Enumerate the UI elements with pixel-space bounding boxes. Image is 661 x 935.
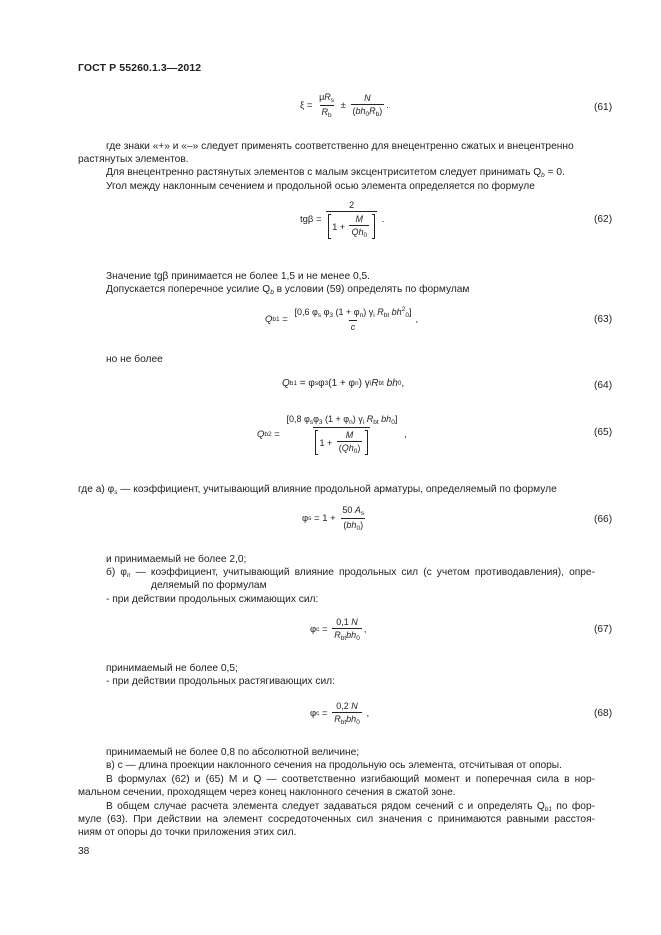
paragraph-tg-limit: Значение tgβ принимается не более 1,5 и не менее 0,5. — [106, 271, 370, 282]
formula-66: φ s = 1 + $\frac{50 A_s}{(bh_0)}$ — [302, 505, 365, 532]
paragraph-compressive: - при действии продольных сжимающих сил: — [106, 594, 319, 605]
formula-67: φ c = $\frac{0,1 N}{R_{bt}bh_0}$ , — [310, 617, 367, 642]
paragraph-signs-line1: где знаки «+» и «–» следует применять соответственно для внецентренно сжатых и внецентренно — [106, 141, 574, 152]
equation-number-65: (65) — [594, 427, 613, 438]
equation-number-67: (67) — [594, 624, 613, 635]
equation-number-63: (63) — [594, 314, 613, 325]
paragraph-max-2: и принимаемый не более 2,0; — [106, 554, 247, 565]
paragraph-tensile-forces: - при действии продольных растягивающих сил: — [106, 676, 335, 687]
paragraph-phi-s: где а) $\varphi_s$ — коэффициент, учитывающий влияние продольной арматуры, определяемый по формуле — [78, 484, 557, 496]
paragraph-phi-n-line1: б) $\varphi_n$ — коэффициент, учитывающий влияние продольных сил (с учетом противодавления), опре- — [106, 567, 595, 579]
paragraph-not-more: но не более — [106, 354, 163, 365]
paragraph-max-08: принимаемый не более 0,8 по абсолютной величине; — [106, 747, 360, 758]
paragraph-shear-force: Допускается поперечное усилие $Q_b$ в условии (59) определять по формулам — [106, 284, 470, 296]
document-header: ГОСТ Р 55260.1.3—2012 — [78, 62, 202, 74]
paragraph-general-line2: муле (63). При действии на элемент сосредоточенных сил значения c принимаются равными расстоя- — [78, 814, 595, 825]
page-number: 38 — [78, 846, 90, 857]
paragraph-max-05: принимаемый не более 0,5; — [106, 663, 238, 674]
equation-number-68: (68) — [594, 708, 613, 719]
paragraph-formulas-line2: мальном сечении, проходящем через конец наклонного сечения в сжатой зоне. — [78, 787, 456, 798]
paragraph-angle: Угол между наклонным сечением и продольной осью элемента определяется по формуле — [106, 181, 535, 192]
formula-61: ξ = $\frac{\mu R_s}{R_b}$ ± $\frac{N}{(bh_0R_b)}$ . — [300, 92, 389, 119]
paragraph-formulas-line1: В формулах (62) и (65) M и Q — соответственно изгибающий момент и поперечная сила в нор- — [106, 774, 595, 785]
formula-65: Q b2 = [0,8 $\varphi_s\varphi_3$ $(1 + \varphi_n)$ $\gamma_i$ $R_{bt}$ $bh_0$] 1 + $\frac{M}{(Qh_0)}$ , — [257, 414, 407, 455]
equation-number-62: (62) — [594, 214, 613, 225]
formula-68: φ c = $\frac{0,2 N}{R_{bt}bh_0}$ , — [310, 701, 370, 726]
paragraph-c-length: в) c — длина проекции наклонного сечения на продольную ось элемента, отсчитывая от опоры. — [106, 760, 562, 771]
paragraph-general-line3: ниям от опоры до точки приложения этих сил. — [78, 827, 297, 838]
formula-63: Q b1 = $\frac{[0,6 \varphi_s \varphi_3 (1 + \varphi_n) \gamma_i R_{bt} bh^2_0]}{c}$ , — [265, 306, 419, 332]
formula-62: tgβ = 2 1 + $\frac{M}{Qh_0}$ . — [300, 200, 385, 239]
paragraph-tensile: Для внецентренно растянутых элементов с малым эксцентриситетом следует принимать $Q_b = 0$. — [106, 167, 565, 179]
paragraph-general-line1: В общем случае расчета элемента следует задаваться рядом сечений c и определять $Q_{b1}$ по фор- — [106, 801, 595, 813]
equation-number-64: (64) — [594, 380, 613, 391]
equation-number-66: (66) — [594, 514, 613, 525]
paragraph-signs-line2: растянутых элементов. — [78, 154, 189, 165]
formula-64: Q b1 = φ s φ 3 (1 + φ n ) γ i R bt bh 0 , — [282, 378, 405, 389]
equation-number-61: (61) — [594, 102, 613, 113]
paragraph-phi-n-line2: деляемый по формулам — [151, 580, 267, 591]
